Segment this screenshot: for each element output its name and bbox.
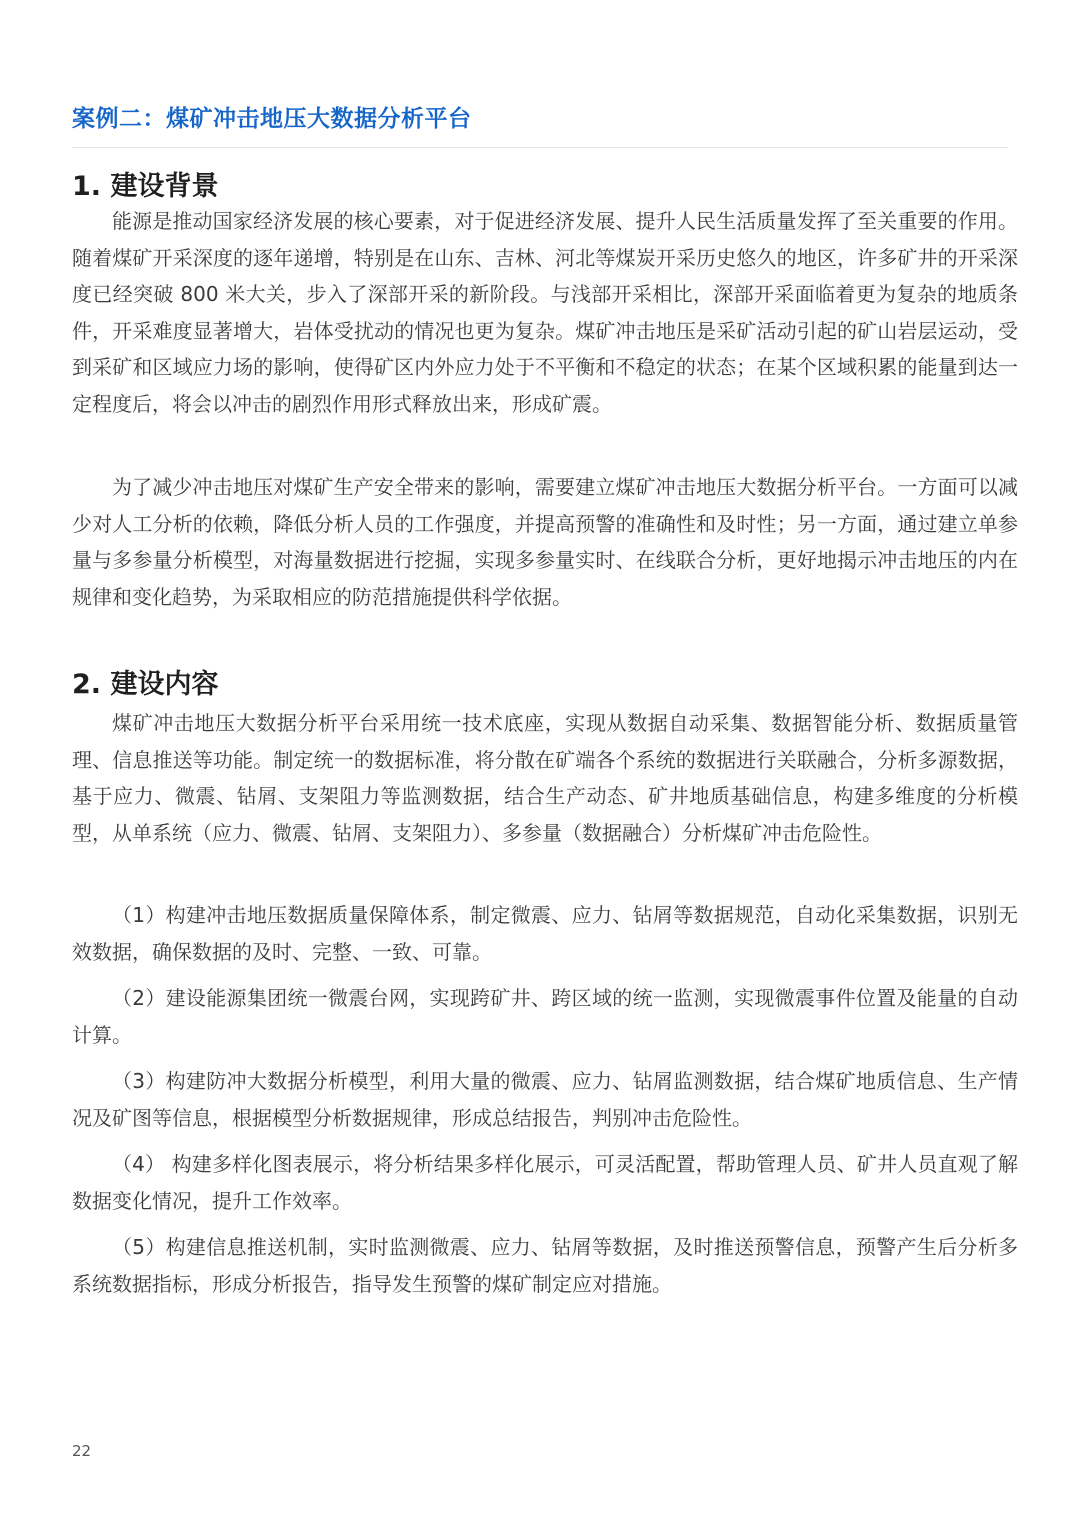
content-item-2: （2）建设能源集团统一微震台网，实现跨矿井、跨区域的统一监测，实现微震事件位置及能量的自动计算。 — [72, 986, 1018, 1047]
case-title: 案例二：煤矿冲击地压大数据分析平台 — [72, 106, 472, 132]
content-item-3: （3）构建防冲大数据分析模型，利用大量的微震、应力、钻屑监测数据，结合煤矿地质信息、生产情况及矿图等信息，根据模型分析数据规律，形成总结报告，判别冲击危险性。 — [72, 1069, 1018, 1130]
background-paragraph-2: 为了减少冲击地压对煤矿生产安全带来的影响，需要建立煤矿冲击地压大数据分析平台。一方面可以减少对人工分析的依赖，降低分析人员的工作强度，并提高预警的准确性和及时性；另一方面，通过建立单参量与多参量分析模型，对海量数据进行挖掘，实现多参量实时、在线联合分析，更好地揭示冲击地压的内在规律和变化趋势，为采取相应的防范措施提供科学依据。 — [72, 475, 1018, 609]
section-heading-content: 2. 建设内容 — [72, 669, 219, 700]
content-item-5: （5）构建信息推送机制，实时监测微震、应力、钻屑等数据，及时推送预警信息，预警产生后分析多系统数据指标，形成分析报告，指导发生预警的煤矿制定应对措施。 — [72, 1235, 1018, 1296]
section-heading-background: 1. 建设背景 — [72, 171, 219, 202]
page-number: 22 — [72, 1442, 92, 1460]
content-item-4: （4） 构建多样化图表展示，将分析结果多样化展示，可灵活配置，帮助管理人员、矿井人员直观了解数据变化情况，提升工作效率。 — [72, 1152, 1018, 1213]
background-paragraph-1: 能源是推动国家经济发展的核心要素，对于促进经济发展、提升人民生活质量发挥了至关重要的作用。随着煤矿开采深度的逐年递增，特别是在山东、吉林、河北等煤炭开采历史悠久的地区，许多矿井的开采深度已经突破 800 米大关，步入了深部开采的新阶段。与浅部开采相比，深部开采面临着更为复杂的地质条件，开采难度显著增大，岩体受扰动的情况也更为复杂。煤矿冲击地压是采矿活动引起的矿山岩层运动，受到采矿和区域应力场的影响，使得矿区内外应力处于不平衡和不稳定的状态；在某个区域积累的能量到达一定程度后，将会以冲击的剧烈作用形式释放出来，形成矿震。 — [72, 209, 1018, 416]
content-paragraph-intro: 煤矿冲击地压大数据分析平台采用统一技术底座，实现从数据自动采集、数据智能分析、数据质量管理、信息推送等功能。制定统一的数据标准，将分散在矿端各个系统的数据进行关联融合，分析多源数据，基于应力、微震、钻屑、支架阻力等监测数据，结合生产动态、矿井地质基础信息，构建多维度的分析模型，从单系统（应力、微震、钻屑、支架阻力）、多参量（数据融合）分析煤矿冲击危险性。 — [72, 711, 1018, 845]
title-divider — [72, 147, 1008, 148]
content-item-1: （1）构建冲击地压数据质量保障体系，制定微震、应力、钻屑等数据规范，自动化采集数据，识别无效数据，确保数据的及时、完整、一致、可靠。 — [72, 903, 1018, 964]
